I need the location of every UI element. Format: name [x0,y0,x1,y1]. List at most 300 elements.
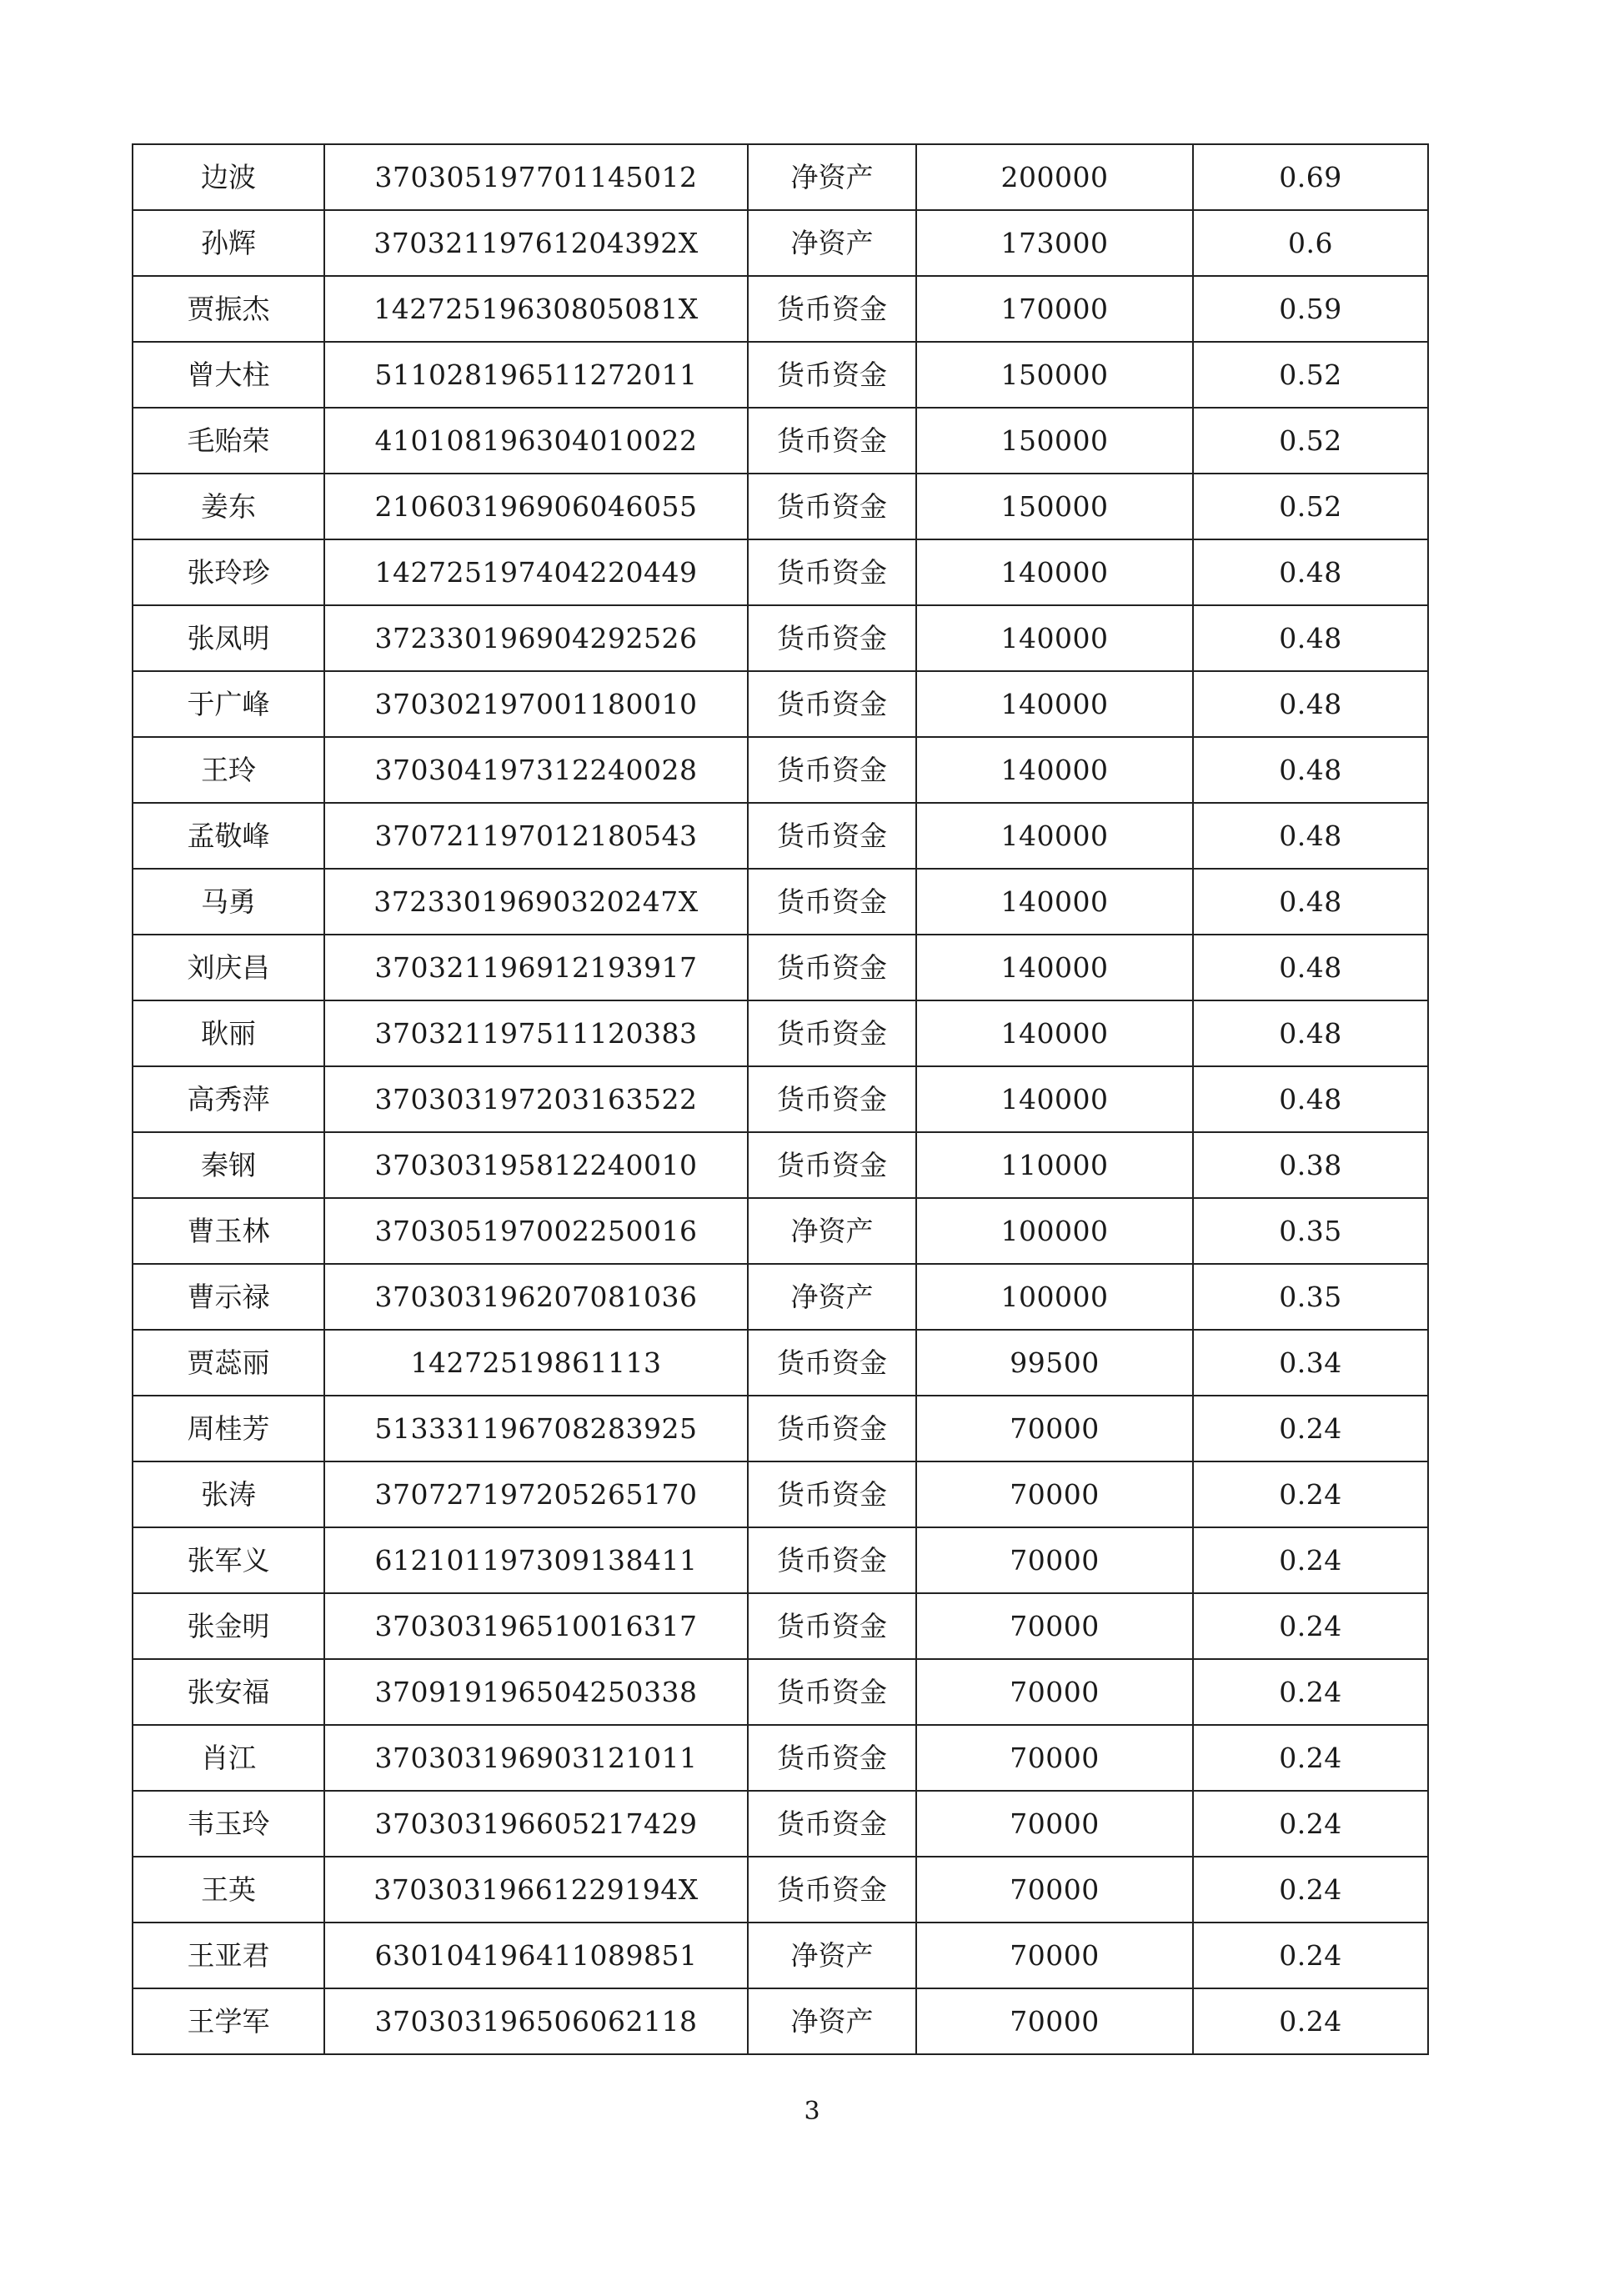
id-number-cell [324,1923,748,1988]
shareholder-name-cell-text: 王学军 [187,2005,270,2038]
contribution-type-cell [748,1857,916,1923]
id-number-cell [324,539,748,605]
share-ratio-cell-text: 0.35 [1279,1215,1342,1247]
shareholder-name-cell [133,1659,324,1725]
contribution-type-cell-text: 净资产 [790,1215,874,1247]
shareholder-name-cell [133,803,324,869]
share-ratio-cell [1193,1264,1428,1330]
share-ratio-cell-text: 0.35 [1279,1281,1342,1313]
share-ratio-cell-text: 0.24 [1279,1610,1342,1642]
contribution-type-cell [748,1593,916,1659]
shareholder-name-cell [133,408,324,474]
contribution-amount-cell-text: 140000 [1000,1083,1109,1115]
table-row [133,1791,1428,1857]
table-row [133,737,1428,803]
share-ratio-cell [1193,605,1428,671]
share-ratio-cell-text: 0.24 [1279,1544,1342,1577]
table-row [133,1132,1428,1198]
share-ratio-cell-text: 0.48 [1279,820,1342,852]
shareholder-name-cell-text: 于广峰 [187,688,270,720]
contribution-type-cell-text: 货币资金 [777,424,887,457]
contribution-amount-cell [916,1527,1193,1593]
contribution-type-cell [748,408,916,474]
shareholder-name-cell-text: 姜东 [201,490,256,523]
share-ratio-cell [1193,1527,1428,1593]
table-row [133,671,1428,737]
id-number-cell [324,276,748,342]
contribution-type-cell-text: 货币资金 [777,1412,887,1445]
share-ratio-cell [1193,1132,1428,1198]
contribution-type-cell [748,144,916,210]
contribution-type-cell-text: 货币资金 [777,885,887,918]
contribution-amount-cell-text: 173000 [1000,227,1109,259]
contribution-type-cell-text: 净资产 [790,227,874,259]
contribution-type-cell-text: 货币资金 [777,820,887,852]
id-number-cell-text: 370303196506062118 [374,2005,698,2038]
contribution-amount-cell [916,144,1193,210]
contribution-amount-cell-text: 140000 [1000,556,1109,589]
contribution-amount-cell-text: 140000 [1000,688,1109,720]
contribution-type-cell-text: 货币资金 [777,490,887,523]
contribution-type-cell [748,1264,916,1330]
contribution-type-cell [748,1923,916,1988]
share-ratio-cell-text: 0.48 [1279,885,1342,918]
shareholder-name-cell-text: 贾振杰 [187,293,270,325]
shareholder-name-cell-text: 孙辉 [201,227,256,259]
contribution-amount-cell [916,935,1193,1000]
table-row [133,1000,1428,1066]
id-number-cell-text: 370721197012180543 [374,820,698,852]
contribution-type-cell-text: 货币资金 [777,1017,887,1050]
contribution-type-cell-text: 货币资金 [777,358,887,391]
shareholder-name-cell [133,1791,324,1857]
shareholder-name-cell [133,1396,324,1461]
contribution-amount-cell [916,1461,1193,1527]
id-number-cell [324,1725,748,1791]
share-ratio-cell-text: 0.48 [1279,622,1342,654]
shareholder-name-cell-text: 张涛 [201,1478,256,1511]
contribution-type-cell [748,1988,916,2054]
contribution-type-cell [748,210,916,276]
shareholder-name-cell-text: 马勇 [201,885,256,918]
share-ratio-cell-text: 0.48 [1279,1017,1342,1050]
share-ratio-cell-text: 0.24 [1279,1676,1342,1708]
id-number-cell [324,1791,748,1857]
contribution-type-cell [748,276,916,342]
contribution-amount-cell [916,474,1193,539]
id-number-cell-text: 37233019690320247X [373,885,699,918]
id-number-cell [324,935,748,1000]
share-ratio-cell-text: 0.24 [1279,1742,1342,1774]
contribution-type-cell [748,1461,916,1527]
contribution-amount-cell [916,1857,1193,1923]
share-ratio-cell [1193,1066,1428,1132]
id-number-cell [324,210,748,276]
id-number-cell [324,1857,748,1923]
id-number-cell-text: 612101197309138411 [374,1544,698,1577]
share-ratio-cell [1193,1791,1428,1857]
contribution-amount-cell-text: 150000 [1000,424,1109,457]
shareholder-name-cell-text: 边波 [201,161,256,193]
contribution-type-cell-text: 货币资金 [777,1610,887,1642]
shareholder-name-cell-text: 肖江 [201,1742,256,1774]
share-ratio-cell [1193,869,1428,935]
share-ratio-cell-text: 0.6 [1288,227,1333,259]
contribution-type-cell [748,1659,916,1725]
contribution-type-cell-text: 净资产 [790,2005,874,2038]
shareholder-name-cell-text: 王亚君 [187,1939,270,1972]
id-number-cell [324,1066,748,1132]
id-number-cell [324,605,748,671]
contribution-amount-cell [916,408,1193,474]
contribution-type-cell-text: 货币资金 [777,1873,887,1906]
shareholder-name-cell-text: 周桂芳 [187,1412,270,1445]
shareholder-name-cell-text: 张军义 [187,1544,270,1577]
share-ratio-cell-text: 0.24 [1279,1939,1342,1972]
contribution-amount-cell [916,1066,1193,1132]
id-number-cell [324,474,748,539]
contribution-amount-cell-text: 110000 [1000,1149,1109,1181]
id-number-cell-text: 370727197205265170 [374,1478,698,1511]
contribution-amount-cell [916,605,1193,671]
contribution-amount-cell [916,1264,1193,1330]
contribution-amount-cell-text: 70000 [1010,1676,1100,1708]
share-ratio-cell [1193,737,1428,803]
contribution-amount-cell [916,539,1193,605]
shareholder-name-cell-text: 贾蕊丽 [187,1346,270,1379]
table-row [133,474,1428,539]
id-number-cell [324,1330,748,1396]
share-ratio-cell [1193,1461,1428,1527]
contribution-amount-cell [916,1791,1193,1857]
shareholder-name-cell-text: 曾大柱 [187,358,270,391]
shareholder-name-cell-text: 张金明 [187,1610,270,1642]
share-ratio-cell-text: 0.48 [1279,688,1342,720]
contribution-type-cell-text: 净资产 [790,1939,874,1972]
share-ratio-cell [1193,276,1428,342]
contribution-amount-cell [916,1988,1193,2054]
id-number-cell-text: 370303196510016317 [374,1610,698,1642]
id-number-cell-text: 14272519861113 [410,1346,662,1379]
contribution-amount-cell [916,210,1193,276]
contribution-amount-cell-text: 70000 [1010,1807,1100,1840]
id-number-cell [324,1988,748,2054]
table-row [133,210,1428,276]
contribution-amount-cell-text: 100000 [1000,1215,1109,1247]
contribution-amount-cell-text: 140000 [1000,885,1109,918]
contribution-amount-cell [916,1659,1193,1725]
share-ratio-cell-text: 0.24 [1279,1807,1342,1840]
table-row [133,1527,1428,1593]
contribution-type-cell-text: 货币资金 [777,1083,887,1115]
share-ratio-cell-text: 0.52 [1279,424,1342,457]
page-number: 3 [804,2097,820,2126]
shareholder-name-cell [133,671,324,737]
share-ratio-cell-text: 0.34 [1279,1346,1342,1379]
share-ratio-cell [1193,671,1428,737]
shareholder-name-cell-text: 曹玉林 [187,1215,270,1247]
table-row [133,1264,1428,1330]
contribution-type-cell-text: 货币资金 [777,293,887,325]
share-ratio-cell [1193,342,1428,408]
share-ratio-cell [1193,1198,1428,1264]
id-number-cell-text: 370303196605217429 [374,1807,698,1840]
contribution-type-cell [748,1791,916,1857]
table-row [133,408,1428,474]
id-number-cell [324,408,748,474]
share-ratio-cell [1193,1659,1428,1725]
contribution-amount-cell-text: 70000 [1010,1478,1100,1511]
contribution-type-cell-text: 货币资金 [777,622,887,654]
shareholder-name-cell [133,1923,324,1988]
table-row [133,605,1428,671]
id-number-cell [324,342,748,408]
share-ratio-cell [1193,474,1428,539]
shareholder-name-cell-text: 王玲 [201,754,256,786]
share-ratio-cell-text: 0.52 [1279,358,1342,391]
table-row [133,935,1428,1000]
shareholder-name-cell [133,1264,324,1330]
share-ratio-cell-text: 0.59 [1279,293,1342,325]
id-number-cell-text: 410108196304010022 [374,424,698,457]
share-ratio-cell [1193,1396,1428,1461]
contribution-amount-cell-text: 170000 [1000,293,1109,325]
contribution-amount-cell-text: 140000 [1000,1017,1109,1050]
id-number-cell-text: 37030319661229194X [373,1873,699,1906]
shareholder-name-cell-text: 曹示禄 [187,1281,270,1313]
shareholder-name-cell-text: 韦玉玲 [187,1807,270,1840]
contribution-amount-cell-text: 140000 [1000,820,1109,852]
id-number-cell [324,1659,748,1725]
contribution-amount-cell [916,1396,1193,1461]
contribution-type-cell [748,1198,916,1264]
shareholder-name-cell [133,1725,324,1791]
table-row [133,803,1428,869]
share-ratio-cell [1193,803,1428,869]
contribution-amount-cell [916,869,1193,935]
contribution-amount-cell-text: 200000 [1000,161,1109,193]
shareholder-name-cell [133,144,324,210]
table-row [133,144,1428,210]
share-ratio-cell [1193,144,1428,210]
id-number-cell-text: 370919196504250338 [374,1676,698,1708]
shareholder-name-cell-text: 孟敬峰 [187,820,270,852]
table-row [133,1725,1428,1791]
contribution-amount-cell-text: 70000 [1010,1939,1100,1972]
id-number-cell-text: 142725197404220449 [374,556,698,589]
share-ratio-cell-text: 0.48 [1279,556,1342,589]
shareholder-name-cell [133,737,324,803]
shareholder-name-cell-text: 毛贻荣 [187,424,270,457]
contribution-type-cell-text: 货币资金 [777,1676,887,1708]
contribution-type-cell-text: 货币资金 [777,688,887,720]
contribution-amount-cell [916,1330,1193,1396]
id-number-cell-text: 370305197002250016 [374,1215,698,1247]
shareholder-name-cell [133,1988,324,2054]
shareholder-name-cell [133,1527,324,1593]
shareholder-name-cell [133,1132,324,1198]
table-row [133,1330,1428,1396]
contribution-type-cell-text: 货币资金 [777,951,887,984]
contribution-amount-cell-text: 99500 [1010,1346,1100,1379]
shareholder-name-cell [133,474,324,539]
contribution-type-cell-text: 货币资金 [777,1807,887,1840]
share-ratio-cell [1193,539,1428,605]
table-row [133,342,1428,408]
contribution-amount-cell-text: 150000 [1000,358,1109,391]
contribution-type-cell [748,539,916,605]
id-number-cell [324,1396,748,1461]
shareholder-name-cell [133,276,324,342]
contribution-type-cell-text: 净资产 [790,161,874,193]
contribution-type-cell [748,1725,916,1791]
share-ratio-cell-text: 0.24 [1279,1873,1342,1906]
contribution-amount-cell [916,1000,1193,1066]
shareholder-name-cell-text: 秦钢 [201,1149,256,1181]
id-number-cell [324,1198,748,1264]
share-ratio-cell [1193,1988,1428,2054]
shareholder-name-cell [133,1000,324,1066]
shareholder-name-cell [133,1593,324,1659]
contribution-type-cell [748,803,916,869]
contribution-amount-cell-text: 70000 [1010,1544,1100,1577]
contribution-type-cell [748,1066,916,1132]
shareholder-name-cell-text: 张凤明 [187,622,270,654]
shareholder-name-cell [133,1857,324,1923]
id-number-cell-text: 511028196511272011 [374,358,698,391]
contribution-type-cell [748,1000,916,1066]
contribution-type-cell [748,1396,916,1461]
contribution-type-cell [748,342,916,408]
contribution-amount-cell-text: 70000 [1010,1742,1100,1774]
table-row [133,1396,1428,1461]
contribution-amount-cell [916,737,1193,803]
id-number-cell-text: 37032119761204392X [373,227,699,259]
share-ratio-cell-text: 0.24 [1279,1412,1342,1445]
contribution-type-cell [748,1527,916,1593]
shareholder-name-cell-text: 王英 [201,1873,256,1906]
share-ratio-cell-text: 0.24 [1279,1478,1342,1511]
shareholder-name-cell [133,935,324,1000]
contribution-type-cell-text: 货币资金 [777,556,887,589]
shareholder-name-cell [133,1066,324,1132]
id-number-cell [324,737,748,803]
contribution-type-cell [748,474,916,539]
shareholder-name-cell [133,1330,324,1396]
contribution-type-cell [748,935,916,1000]
id-number-cell-text: 370321197511120383 [374,1017,698,1050]
contribution-amount-cell [916,1725,1193,1791]
share-ratio-cell-text: 0.52 [1279,490,1342,523]
contribution-type-cell-text: 货币资金 [777,1149,887,1181]
shareholder-name-cell [133,539,324,605]
shareholder-name-cell-text: 张安福 [187,1676,270,1708]
id-number-cell [324,1000,748,1066]
id-number-cell-text: 370303197203163522 [374,1083,698,1115]
id-number-cell-text: 370303195812240010 [374,1149,698,1181]
table-row [133,1461,1428,1527]
table-row [133,1923,1428,1988]
shareholder-name-cell [133,1198,324,1264]
contribution-type-cell-text: 货币资金 [777,1346,887,1379]
contribution-type-cell-text: 货币资金 [777,1478,887,1511]
id-number-cell [324,803,748,869]
table-row [133,1066,1428,1132]
share-ratio-cell-text: 0.48 [1279,951,1342,984]
id-number-cell [324,869,748,935]
id-number-cell [324,1461,748,1527]
contribution-amount-cell-text: 70000 [1010,2005,1100,2038]
share-ratio-cell [1193,210,1428,276]
id-number-cell-text: 630104196411089851 [374,1939,698,1972]
contribution-type-cell [748,671,916,737]
share-ratio-cell-text: 0.48 [1279,1083,1342,1115]
contribution-amount-cell [916,671,1193,737]
contribution-amount-cell [916,1132,1193,1198]
contribution-amount-cell [916,342,1193,408]
id-number-cell [324,671,748,737]
share-ratio-cell-text: 0.48 [1279,754,1342,786]
shareholder-name-cell-text: 刘庆昌 [187,951,270,984]
id-number-cell [324,1132,748,1198]
share-ratio-cell [1193,1000,1428,1066]
id-number-cell-text: 372330196904292526 [374,622,698,654]
contribution-amount-cell-text: 140000 [1000,622,1109,654]
contribution-type-cell-text: 货币资金 [777,1742,887,1774]
share-ratio-cell [1193,935,1428,1000]
share-ratio-cell [1193,408,1428,474]
contribution-amount-cell [916,803,1193,869]
shareholder-name-cell-text: 高秀萍 [187,1083,270,1115]
table-row [133,276,1428,342]
share-ratio-cell-text: 0.38 [1279,1149,1342,1181]
id-number-cell-text: 370303196207081036 [374,1281,698,1313]
contribution-amount-cell-text: 70000 [1010,1610,1100,1642]
table-row [133,1857,1428,1923]
shareholder-table-body [133,144,1428,2054]
table-row [133,1659,1428,1725]
contribution-type-cell [748,1132,916,1198]
share-ratio-cell [1193,1330,1428,1396]
share-ratio-cell [1193,1725,1428,1791]
id-number-cell [324,1264,748,1330]
shareholder-name-cell [133,342,324,408]
table-row [133,1198,1428,1264]
contribution-amount-cell [916,276,1193,342]
shareholder-name-cell [133,210,324,276]
id-number-cell-text: 370304197312240028 [374,754,698,786]
contribution-amount-cell [916,1593,1193,1659]
share-ratio-cell [1193,1593,1428,1659]
shareholder-name-cell-text: 张玲珍 [187,556,270,589]
id-number-cell-text: 513331196708283925 [374,1412,698,1445]
contribution-type-cell-text: 货币资金 [777,754,887,786]
contribution-amount-cell-text: 70000 [1010,1412,1100,1445]
contribution-type-cell [748,1330,916,1396]
id-number-cell [324,144,748,210]
shareholder-name-cell [133,869,324,935]
id-number-cell-text: 14272519630805081X [373,293,699,325]
shareholder-name-cell [133,605,324,671]
shareholder-name-cell-text: 耿丽 [201,1017,256,1050]
table-row [133,1593,1428,1659]
share-ratio-cell [1193,1923,1428,1988]
table-row [133,869,1428,935]
contribution-type-cell-text: 货币资金 [777,1544,887,1577]
contribution-amount-cell-text: 70000 [1010,1873,1100,1906]
share-ratio-cell-text: 0.69 [1279,161,1342,193]
contribution-type-cell-text: 净资产 [790,1281,874,1313]
